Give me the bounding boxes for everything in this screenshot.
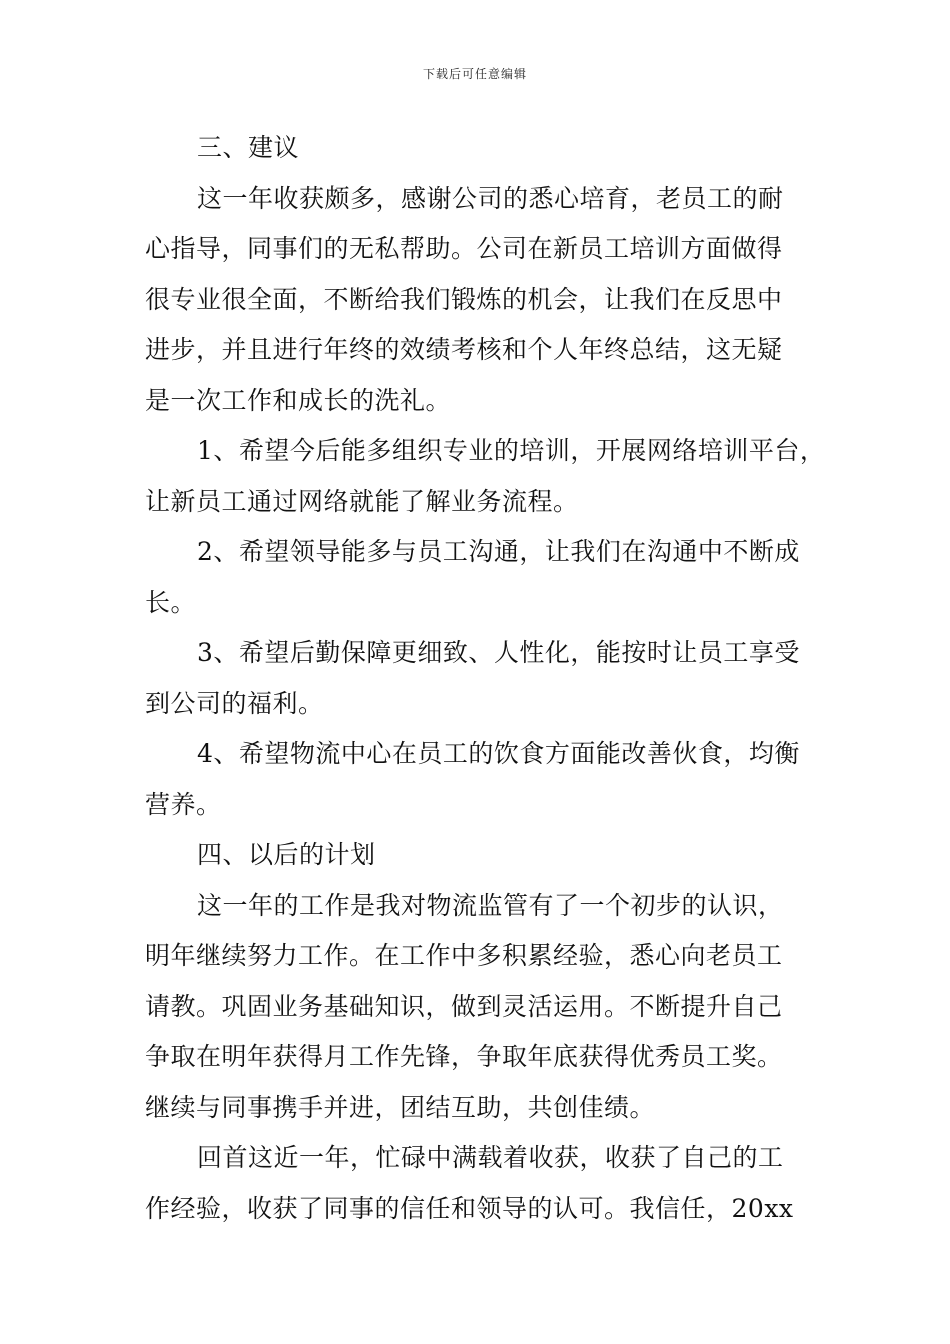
paragraph-line: 继续与同事携手并进，团结互助，共创佳绩。: [145, 1092, 656, 1122]
paragraph-line: 心指导，同事们的无私帮助。公司在新员工培训方面做得: [145, 234, 783, 263]
document-body: [145, 123, 825, 1234]
list-item-4: 4、希望物流中心在员工的饮食方面能改善伙食，均衡: [197, 739, 800, 768]
section-heading-suggestions: 三、建议: [197, 133, 300, 162]
list-item-1: 1、希望今后能多组织专业的培训，开展网络培训平台，: [197, 436, 826, 465]
list-item-2: 2、希望领导能多与员工沟通，让我们在沟通中不断成: [197, 537, 800, 566]
paragraph-line: 争取在明年获得月工作先锋，争取年底获得优秀员工奖。: [145, 1042, 783, 1071]
section-heading-plan: 四、以后的计划: [197, 840, 376, 869]
paragraph-line: 很专业很全面，不断给我们锻炼的机会，让我们在反思中: [145, 284, 783, 314]
list-item-3-cont: 到公司的福利。: [145, 688, 324, 718]
list-item-1-cont: 让新员工通过网络就能了解业务流程。: [145, 486, 579, 516]
list-item-4-cont: 营养。: [145, 789, 222, 819]
paragraph-line: 回首这近一年，忙碌中满载着收获，收获了自己的工: [197, 1143, 784, 1172]
page-header-note: 下载后可任意编辑: [422, 67, 527, 81]
paragraph-line: 作经验，收获了同事的信任和领导的认可。我信任，20xx: [145, 1193, 794, 1223]
paragraph-line: 明年继续努力工作。在工作中多积累经验，悉心向老员工: [145, 941, 783, 970]
list-item-2-cont: 长。: [145, 587, 197, 617]
paragraph-line: 是一次工作和成长的洗礼。: [145, 385, 452, 415]
paragraph-line: 进步，并且进行年终的效绩考核和个人年终总结，这无疑: [145, 335, 783, 364]
paragraph-line: 请教。巩固业务基础知识，做到灵活运用。不断提升自己: [145, 991, 783, 1021]
paragraph-line: 这一年收获颇多，感谢公司的悉心培育，老员工的耐: [197, 183, 784, 213]
list-item-3: 3、希望后勤保障更细致、人性化，能按时让员工享受: [197, 638, 800, 667]
paragraph-line: 这一年的工作是我对物流监管有了一个初步的认识，: [197, 890, 784, 920]
